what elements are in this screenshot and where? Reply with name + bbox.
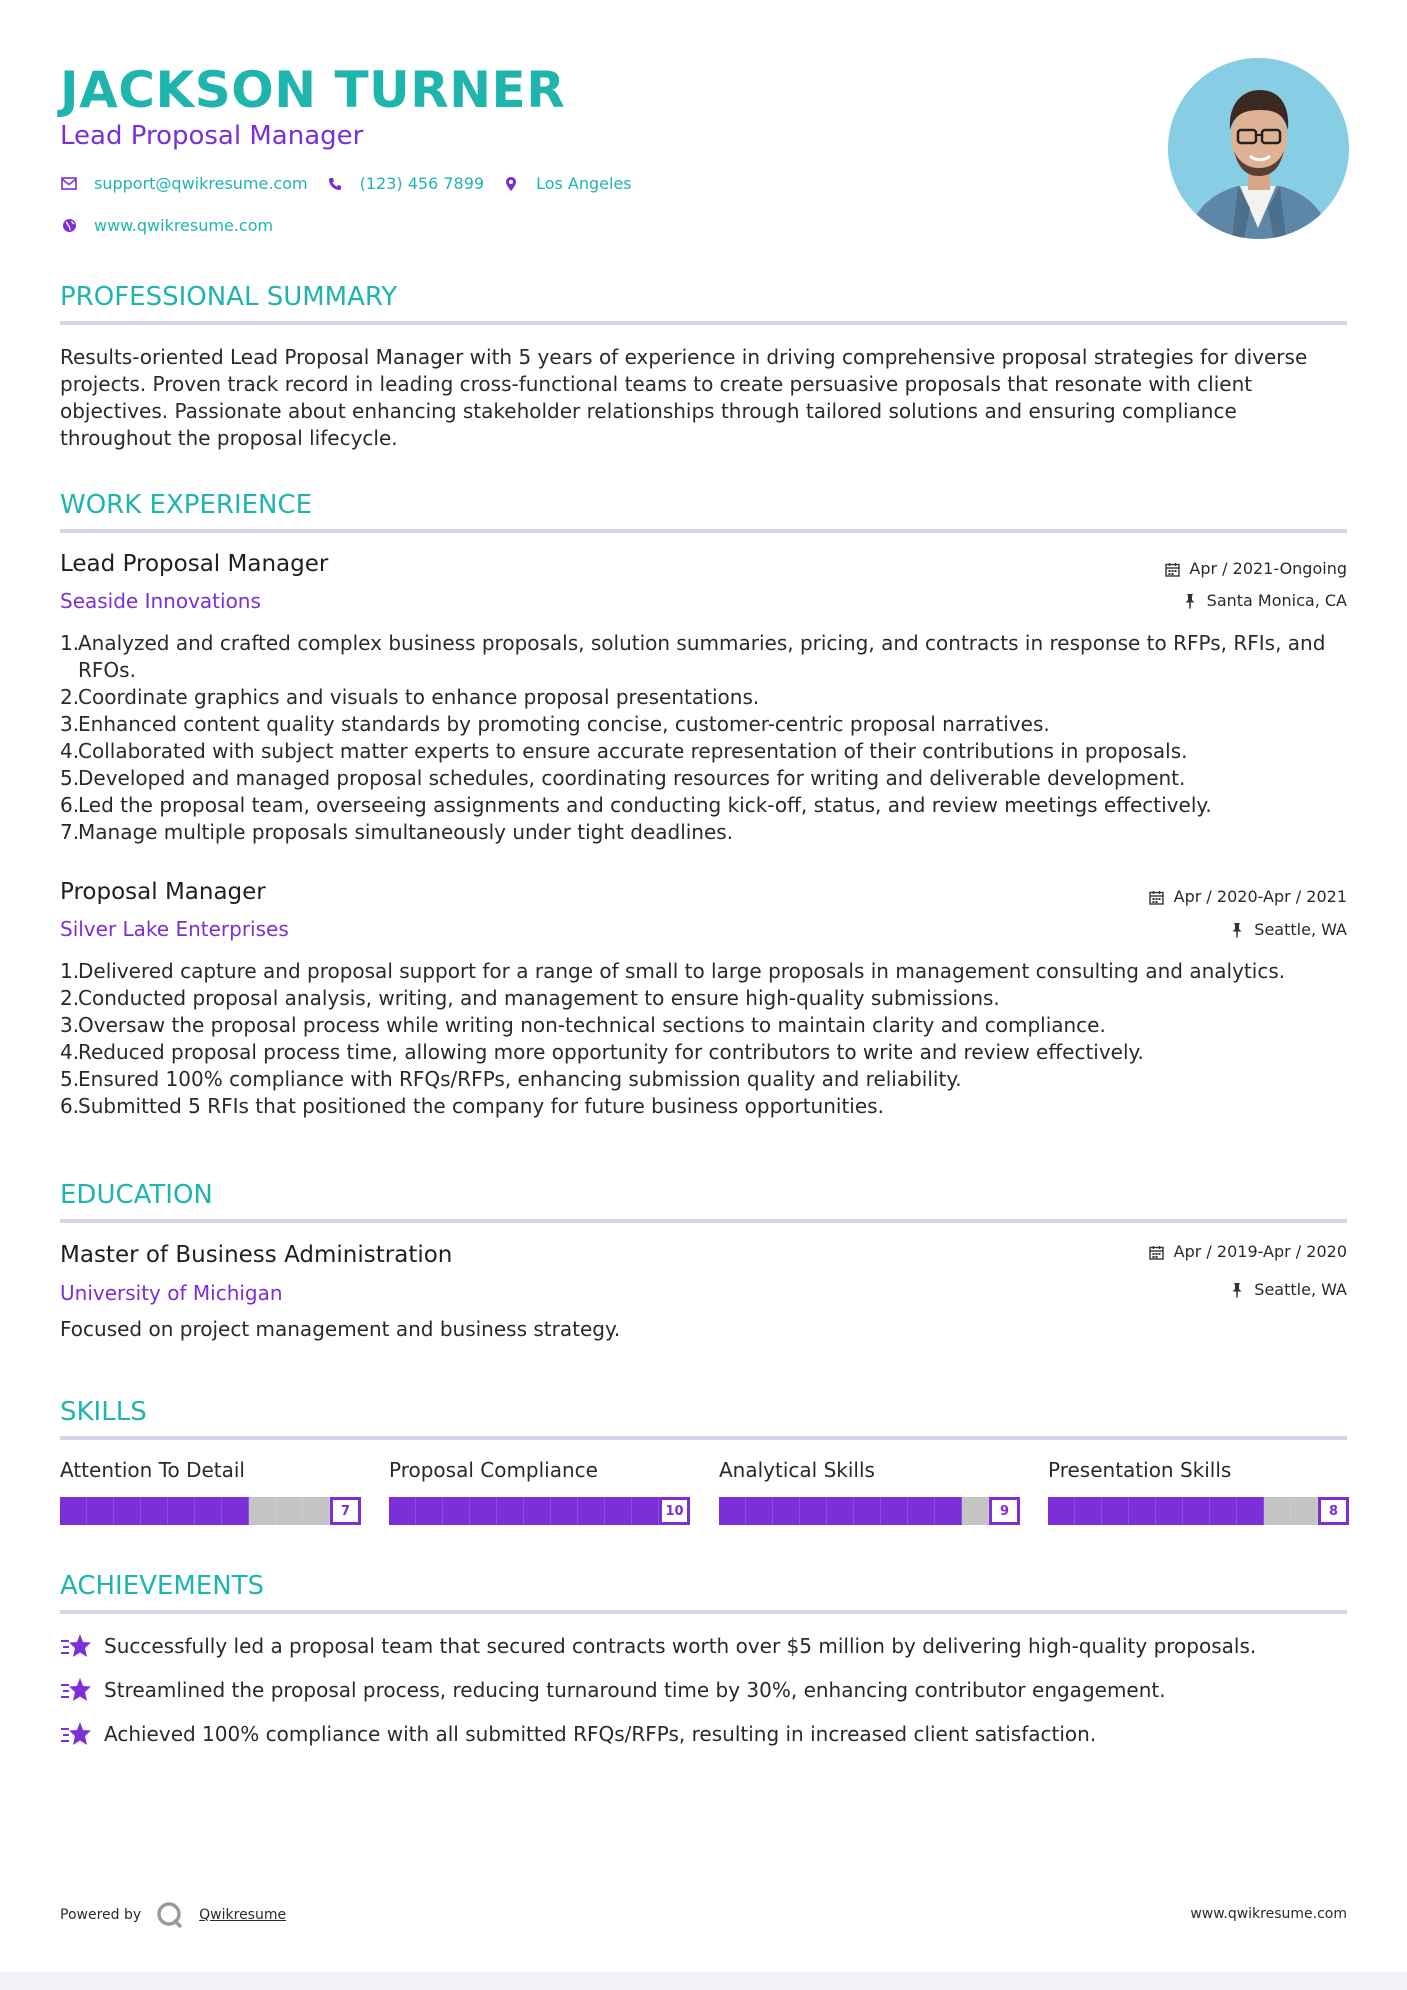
list-item: 6. Led the proposal team, overseeing assignments and conducting kick-off, status, and review meetings effectively.: [60, 793, 1212, 817]
contact-row: [60, 174, 632, 193]
section-divider: [60, 529, 1347, 533]
skill-item: [60, 1457, 361, 1519]
job-location: Santa Monica, CA: [1181, 590, 1347, 612]
skill-name: Presentation Skills: [1048, 1458, 1232, 1482]
education-dates: Apr / 2019-Apr / 2020: [1148, 1241, 1347, 1263]
summary-heading: PROFESSIONAL SUMMARY: [60, 282, 398, 312]
section-divider: [60, 321, 1347, 325]
skill-item: [389, 1457, 690, 1519]
email-link[interactable]: support@qwikresume.com: [94, 174, 308, 193]
phone-text[interactable]: (123) 456 7899: [359, 174, 485, 193]
job-title: Proposal Manager: [60, 879, 266, 905]
list-item: 4. Collaborated with subject matter experts to ensure accurate representation of their contributions in proposals.: [60, 739, 1188, 763]
section-divider: [60, 1610, 1347, 1614]
list-item: 5. Developed and managed proposal schedules, coordinating resources for writing and deliverable development.: [60, 766, 1186, 790]
globe-icon: [60, 217, 78, 235]
skill-item: [1048, 1457, 1349, 1519]
list-item: 7. Manage multiple proposals simultaneously under tight deadlines.: [60, 820, 734, 844]
achievement-item: Streamlined the proposal process, reducing turnaround time by 30%, enhancing contributor engagement.: [60, 1676, 1347, 1704]
footer-powered-by: Powered by Qwikresume: [60, 1900, 286, 1930]
phone-icon: [326, 175, 344, 193]
list-item: 5. Ensured 100% compliance with RFQs/RFPs, enhancing submission quality and reliability.: [60, 1067, 962, 1091]
job-title: Lead Proposal Manager: [60, 551, 329, 577]
calendar-icon: [1148, 888, 1166, 906]
list-item: 6. Submitted 5 RFIs that positioned the company for future business opportunities.: [60, 1094, 884, 1118]
job-bullets: [60, 630, 1347, 846]
pushpin-icon: [1181, 592, 1199, 610]
candidate-name: JACKSON TURNER: [60, 61, 566, 119]
skill-level-badge: 8: [1318, 1497, 1349, 1525]
calendar-icon: [1163, 560, 1181, 578]
bottom-bar: [0, 1972, 1407, 1990]
skill-name: Attention To Detail: [60, 1458, 245, 1482]
achievement-item: Successfully led a proposal team that secured contracts worth over $5 million by delivering high-quality proposals.: [60, 1632, 1347, 1660]
job-location: Seattle, WA: [1228, 919, 1347, 941]
skill-name: Analytical Skills: [719, 1458, 875, 1482]
star-icon: [60, 1720, 92, 1748]
job-dates: Apr / 2020-Apr / 2021: [1148, 886, 1347, 908]
education-location: Seattle, WA: [1228, 1279, 1347, 1301]
section-divider: [60, 1436, 1347, 1440]
candidate-title: Lead Proposal Manager: [60, 121, 364, 151]
skill-bar: [60, 1497, 330, 1525]
skill-level-badge: 9: [989, 1497, 1020, 1525]
list-item: 1. Analyzed and crafted complex business proposals, solution summaries, pricing, and contracts in response to RFPs, RFIs, and RFOs.: [60, 631, 1326, 682]
list-item: 4. Reduced proposal process time, allowing more opportunity for contributors to write and review effectively.: [60, 1040, 1144, 1064]
section-divider: [60, 1219, 1347, 1223]
star-icon: [60, 1632, 92, 1660]
list-item: 2. Coordinate graphics and visuals to enhance proposal presentations.: [60, 685, 760, 709]
skill-name: Proposal Compliance: [389, 1458, 598, 1482]
pushpin-icon: [1228, 921, 1246, 939]
education-note: Focused on project management and business strategy.: [60, 1317, 621, 1341]
skills-heading: SKILLS: [60, 1397, 147, 1427]
experience-heading: WORK EXPERIENCE: [60, 490, 313, 520]
degree-title: Master of Business Administration: [60, 1242, 453, 1268]
list-item: 3. Enhanced content quality standards by promoting concise, customer-centric proposal narratives.: [60, 712, 1050, 736]
location-text: Los Angeles: [536, 174, 632, 193]
envelope-icon: [60, 175, 78, 193]
skill-bar: [1048, 1497, 1318, 1525]
calendar-icon: [1148, 1243, 1166, 1261]
website-link[interactable]: www.qwikresume.com: [94, 216, 274, 235]
star-icon: [60, 1676, 92, 1704]
footer-website[interactable]: www.qwikresume.com: [1190, 1906, 1347, 1922]
achievement-item: Achieved 100% compliance with all submitted RFQs/RFPs, resulting in increased client satisfaction.: [60, 1720, 1347, 1748]
job-dates: Apr / 2021-Ongoing: [1163, 558, 1347, 580]
pushpin-icon: [1228, 1281, 1246, 1299]
qwikresume-link[interactable]: Qwikresume: [199, 1907, 287, 1923]
skill-bar: [389, 1497, 659, 1525]
summary-text: Results-oriented Lead Proposal Manager with 5 years of experience in driving comprehensive proposal strategies for diverse projects. Proven track record in leading cross-functional teams to create persuasive proposals that resonate with client objectives. Passionate about enhancing stakeholder relationships through tailored solutions and ensuring compliance throughout the proposal lifecycle.: [60, 345, 1308, 450]
profile-photo: [1168, 58, 1349, 239]
list-item: 3. Oversaw the proposal process while writing non-technical sections to maintain clarity and compliance.: [60, 1013, 1106, 1037]
skill-level-badge: 10: [659, 1497, 690, 1525]
skill-bar: [719, 1497, 989, 1525]
qwikresume-logo-icon: [155, 1900, 185, 1930]
company-name: Seaside Innovations: [60, 589, 261, 613]
education-heading: EDUCATION: [60, 1180, 213, 1210]
website-row: [60, 216, 273, 235]
list-item: 2. Conducted proposal analysis, writing, and management to ensure high-quality submissions.: [60, 986, 1000, 1010]
list-item: 1. Delivered capture and proposal support for a range of small to large proposals in management consulting and analytics.: [60, 959, 1286, 983]
skill-level-badge: 7: [330, 1497, 361, 1525]
map-pin-icon: [502, 175, 520, 193]
skill-item: [719, 1457, 1020, 1519]
company-name: Silver Lake Enterprises: [60, 917, 289, 941]
school-name: University of Michigan: [60, 1281, 283, 1305]
job-bullets: [60, 958, 1347, 1120]
achievements-heading: ACHIEVEMENTS: [60, 1571, 265, 1601]
